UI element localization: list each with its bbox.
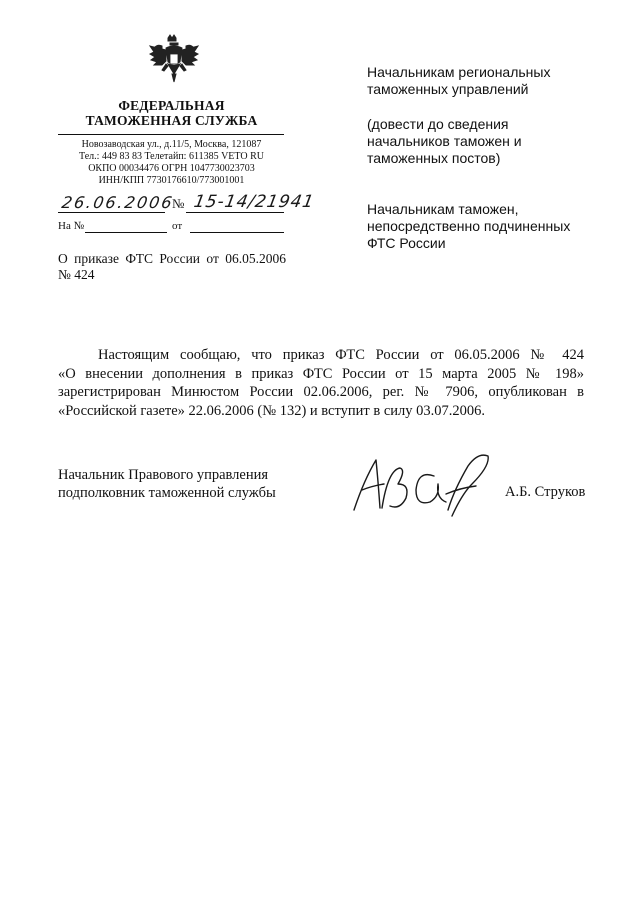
reply-to-date-label: от bbox=[172, 220, 183, 232]
reply-to-number-blank bbox=[85, 232, 167, 233]
number-sign: № bbox=[172, 196, 185, 211]
organization-name-line2: ТАМОЖЕННАЯ СЛУЖБА bbox=[85, 113, 258, 128]
date-underline bbox=[58, 212, 165, 213]
coat-of-arms-icon bbox=[148, 34, 200, 90]
body-line: «Российской газете» 22.06.2006 (№ 132) и вступит в силу 03.07.2006. bbox=[58, 402, 486, 419]
addressee-note-line: (довести до сведения bbox=[367, 116, 509, 132]
addressee-note-line: таможенных постов) bbox=[367, 150, 501, 166]
organization-name-line1: ФЕДЕРАЛЬНАЯ bbox=[118, 98, 225, 113]
body-line: Настоящим сообщаю, что приказ ФТС России от 06.05.2006 № 424 bbox=[98, 347, 584, 363]
address-line: Новозаводская ул., д.11/5, Москва, 121087 bbox=[81, 139, 262, 150]
letter-subject-line2: № 424 bbox=[58, 267, 95, 282]
number-underline bbox=[186, 212, 284, 213]
letter-body bbox=[58, 346, 584, 420]
body-line: «О внесении дополнения в приказ ФТС России от 15 марта 2005 № 198» bbox=[58, 365, 584, 382]
addressee-line: непосредственно подчиненных bbox=[367, 218, 571, 234]
contacts-line: Тел.: 449 83 83 Телетайп: 611385 VETO RU bbox=[79, 151, 264, 162]
addressee-line: Начальникам региональных bbox=[367, 64, 551, 80]
letterhead-divider bbox=[58, 134, 284, 135]
addressee-note-line: начальников таможен и bbox=[367, 133, 522, 149]
signatory-position-line2: подполковник таможенной службы bbox=[58, 485, 276, 501]
handwritten-date: 26.06.2006 bbox=[60, 193, 176, 212]
signatory-position-line1: Начальник Правового управления bbox=[58, 467, 269, 483]
signatory-name: А.Б. Струков bbox=[505, 484, 586, 500]
body-line: зарегистрирован Минюстом России 02.06.2006, рег. № 7906, опубликован в bbox=[58, 384, 584, 400]
reply-to-date-blank bbox=[190, 232, 284, 233]
registry-codes-line: ОКПО 00034476 ОГРН 1047730023703 bbox=[88, 163, 255, 174]
handwritten-outgoing-number: 15-14/21941 bbox=[192, 192, 316, 212]
addressee-line: ФТС России bbox=[367, 235, 446, 251]
addressee-line: Начальникам таможен, bbox=[367, 201, 519, 217]
reply-to-number-label: На № bbox=[58, 220, 85, 232]
addressee-line: таможенных управлений bbox=[367, 81, 529, 97]
handwritten-signature bbox=[350, 450, 500, 520]
letter-subject-line1: О приказе ФТС России от 06.05.2006 bbox=[58, 251, 286, 266]
tax-codes-line: ИНН/КПП 7730176610/773001001 bbox=[98, 175, 245, 186]
